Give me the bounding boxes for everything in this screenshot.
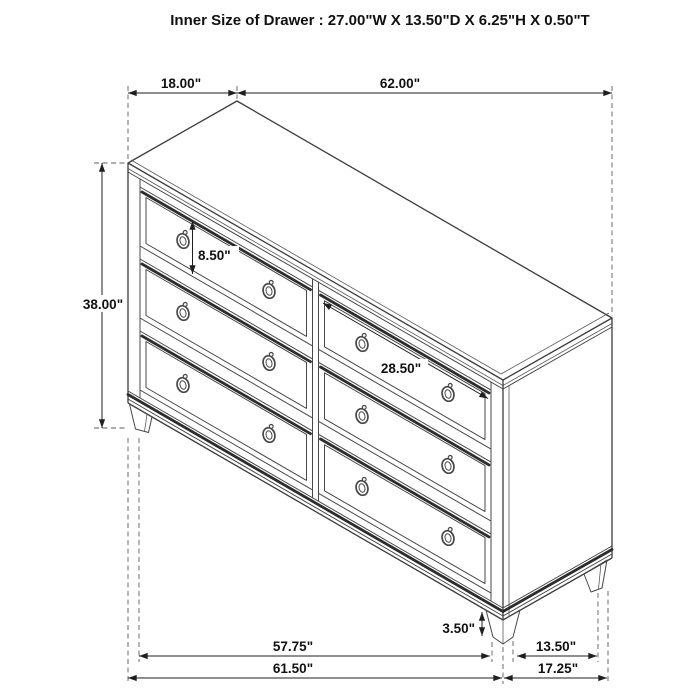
dresser-feet [130,404,608,644]
drawer-right-middle [319,362,492,521]
ring-handle-icon [261,353,276,372]
dim-label-base-front-inner: 57.75" [272,639,314,654]
dim-label-overall-height: 38.00" [82,297,124,312]
ring-handle-icon [354,478,369,497]
ring-handle-icon [175,375,190,394]
ring-handle-icon [440,384,455,403]
dim-label-base-front-outer: 61.50" [272,661,314,676]
ring-handle-icon [354,334,369,353]
dresser-drawing [128,101,612,644]
ring-handle-icon [440,528,455,547]
dim-label-drawer-height: 8.50" [198,248,231,263]
ring-handle-icon [261,425,276,444]
dim-label-top-width: 62.00" [379,76,421,91]
ring-handle-icon [354,406,369,425]
dim-label-top-depth: 18.00" [160,76,202,91]
dim-label-base-side-outer: 17.25" [537,661,579,676]
drawer-left-middle [140,259,313,418]
drawer-left-top [140,187,313,346]
drawer-right-bottom [319,434,492,593]
ring-handle-icon [175,303,190,322]
diagram-title: Inner Size of Drawer : 27.00"W X 13.50"D X 6.25"H X 0.50"T [170,12,590,29]
ring-handle-icon [261,281,276,300]
dim-label-foot-height: 3.50" [442,621,475,636]
dresser-case-edges [128,163,612,620]
dim-label-base-side-inner: 13.50" [535,639,577,654]
dresser-top-face [128,101,612,389]
dim-label-drawer-width: 28.50" [380,361,422,376]
ring-handle-icon [440,456,455,475]
drawer-left-bottom [140,331,313,490]
ring-handle-icon [175,231,190,250]
